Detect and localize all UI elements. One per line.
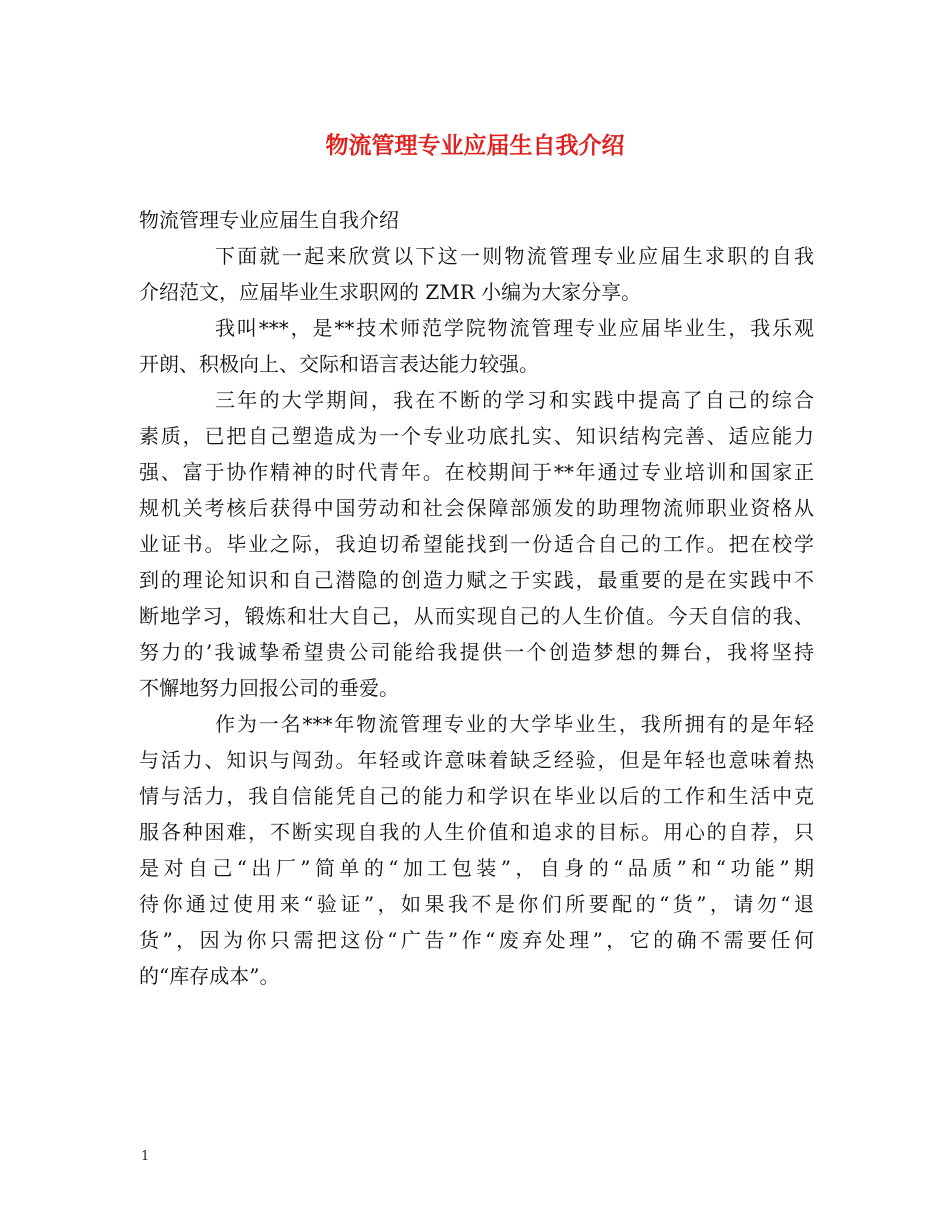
text-line: 与活力、知识与闯劲。年轻或许意味着缺乏经验，但是年轻也意味着热: [139, 748, 814, 772]
text-line: 开朗、积极向上、交际和语言表达能力较强。: [139, 352, 539, 376]
text-line: 到的理论知识和自己潜隐的创造力赋之于实践，最重要的是在实践中不: [139, 568, 814, 592]
text-line: 介绍范文，应届毕业生求职网的 ZMR 小编为大家分享。: [139, 280, 642, 304]
text-line: 不懈地努力回报公司的垂爱。: [139, 676, 399, 700]
text-line: 断地学习，锻炼和壮大自己，从而实现自己的人生价值。今天自信的我、: [139, 604, 814, 628]
text-line: 货”，因为你只需把这份“广告”作“废弃处理”，它的确不需要任何: [139, 928, 814, 952]
page-number: 1: [141, 1149, 150, 1164]
text-line: 作为一名***年物流管理专业的大学毕业生，我所拥有的是年轻: [215, 712, 814, 736]
text-line: 待你通过使用来“验证”，如果我不是你们所要配的“货”，请勿“退: [139, 892, 814, 916]
text-line: 业证书。毕业之际，我迫切希望能找到一份适合自己的工作。把在校学: [139, 532, 814, 556]
text-line: 物流管理专业应届生自我介绍: [139, 208, 399, 232]
text-line: 情与活力，我自信能凭自己的能力和学识在毕业以后的工作和生活中克: [139, 784, 814, 808]
text-line: 强、富于协作精神的时代青年。在校期间于**年通过专业培训和国家正: [139, 460, 814, 484]
document-body: [139, 202, 814, 994]
text-line: 素质，已把自己塑造成为一个专业功底扎实、知识结构完善、适应能力: [139, 424, 814, 448]
text-line: 是对自己“出厂”简单的“加工包装”，自身的“品质”和“功能”期: [139, 856, 814, 880]
text-line: 的“库存成本”。: [139, 964, 280, 988]
document-title: 物流管理专业应届生自我介绍: [325, 132, 625, 159]
text-line: 努力的’我诚挚希望贵公司能给我提供一个创造梦想的舞台，我将坚持: [139, 640, 814, 664]
text-line: 下面就一起来欣赏以下这一则物流管理专业应届生求职的自我: [215, 244, 814, 268]
text-line: 规机关考核后获得中国劳动和社会保障部颁发的助理物流师职业资格从: [139, 496, 814, 520]
text-line: 我叫***，是**技术师范学院物流管理专业应届毕业生，我乐观: [215, 316, 814, 340]
text-line: 服各种困难，不断实现自我的人生价值和追求的目标。用心的自荐，只: [139, 820, 814, 844]
text-line: 三年的大学期间，我在不断的学习和实践中提高了自己的综合: [215, 388, 814, 412]
